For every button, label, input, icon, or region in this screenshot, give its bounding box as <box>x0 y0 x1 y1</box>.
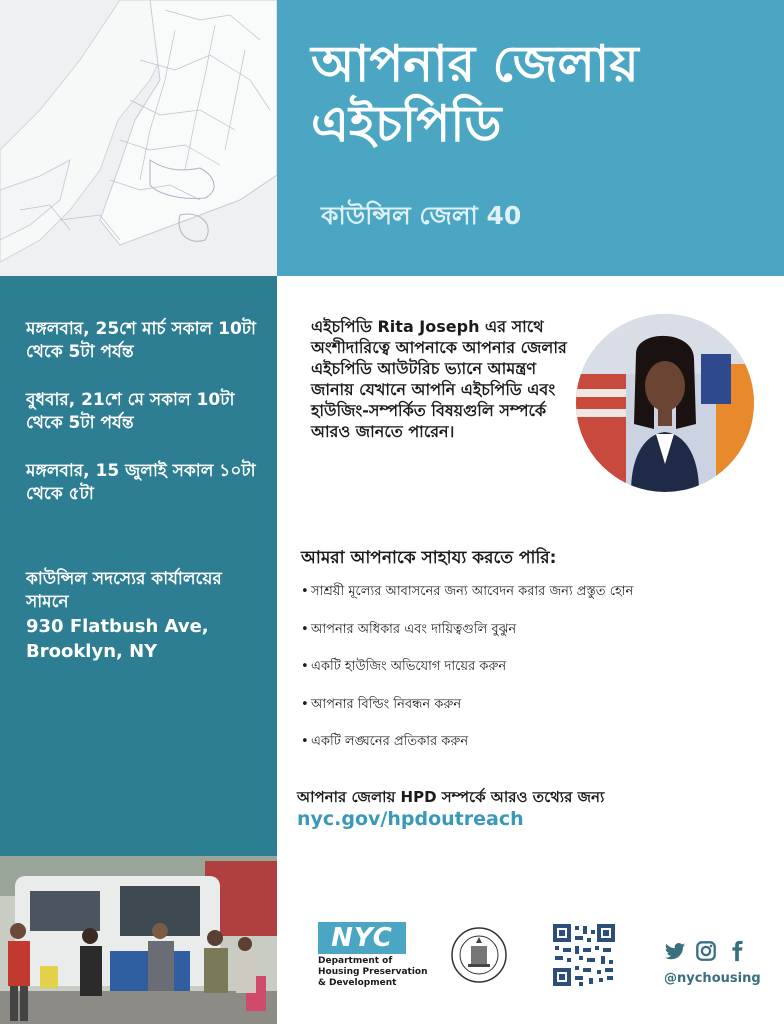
more-info-text: আপনার জেলায় HPD সম্পর্কে আরও তথ্যের জন্য <box>297 788 605 806</box>
help-item-text: সাশ্রয়ী মূল্যের আবাসনের জন্য আবেদন করার জন্য প্রস্তুত হোন <box>311 584 634 599</box>
help-heading: আমরা আপনাকে সাহায্য করতে পারি: <box>301 548 557 568</box>
intro-text: এইচপিডি Rita Joseph এর সাথে অংশীদারিত্বে আপনাকে আপনার জেলার এইচপিডি আউটরিচ ভ্যানে আমন্ত্রণ জানায় যেখানে আপনি এইচপিডি এবং হাউজিং-সম্পর্কিত বিষয়গুলি সম্পর্কে আরও জানতে পারেন। <box>311 317 567 441</box>
dept-line-2: Housing Preservation <box>318 967 428 977</box>
help-item-text: আপনার অধিকার এবং দায়িত্বগুলি বুঝুন <box>311 621 517 637</box>
dept-line-3: & Development <box>318 978 397 988</box>
district-map <box>0 0 277 276</box>
event-date-2: বুধবার, 21শে মে সকাল 10টা থেকে 5টা পর্যন্ত <box>26 390 235 433</box>
list-item: • একটি লঙ্ঘনের প্রতিকার করুন <box>301 734 469 749</box>
facebook-icon[interactable] <box>726 940 748 962</box>
instagram-icon[interactable] <box>695 940 717 962</box>
page-subtitle: কাউন্সিল জেলা 40 <box>321 201 522 230</box>
list-item: • সাশ্রয়ী মূল্যের আবাসনের জন্য আবেদন করার জন্য প্রস্তুত হোন <box>301 584 634 599</box>
outreach-van-photo <box>0 856 277 1024</box>
list-item: • একটি হাউজিং অভিযোগ দায়ের করুন <box>301 659 507 674</box>
event-dates <box>26 318 266 531</box>
help-item-text: আপনার বিল্ডিং নিবন্ধন করুন <box>311 696 462 712</box>
list-item: • আপনার বিল্ডিং নিবন্ধন করুন <box>301 696 462 712</box>
nyc-mark: NYC <box>318 922 406 954</box>
help-item-text: একটি হাউজিং অভিযোগ দায়ের করুন <box>311 659 507 674</box>
social-icons <box>664 940 764 962</box>
social-links <box>664 940 764 986</box>
event-date-1: মঙ্গলবার, 25শে মার্চ সকাল 10টা থেকে 5টা পর্যন্ত <box>26 319 256 362</box>
help-item-text: একটি লঙ্ঘনের প্রতিকার করুন <box>311 734 469 749</box>
portrait-graphic <box>576 314 754 492</box>
dept-name <box>318 956 430 989</box>
help-list <box>301 582 781 770</box>
outreach-link[interactable]: nyc.gov/hpdoutreach <box>297 808 524 830</box>
event-date-3: মঙ্গলবার, 15 জুলাই সকাল ১০টা থেকে ৫টা <box>26 461 256 504</box>
header-banner <box>277 0 784 276</box>
location-label: কাউন্সিল সদস্যের কার্যালয়ের সামনে <box>26 569 222 612</box>
sidebar <box>0 276 277 856</box>
council-member-portrait <box>576 314 754 492</box>
event-location <box>26 568 266 664</box>
city-council-seal <box>450 926 508 984</box>
photo-graphic <box>0 856 277 1024</box>
hpd-logo <box>318 922 430 989</box>
dept-line-1: Department of <box>318 956 393 966</box>
map-graphic <box>0 0 277 276</box>
address-line-2: Brooklyn, NY <box>26 641 158 662</box>
page-title: আপনার জেলায় এইচপিডি <box>311 35 639 153</box>
twitter-icon[interactable] <box>664 940 686 962</box>
qr-code[interactable] <box>551 922 617 988</box>
social-handle[interactable]: @nychousing <box>664 971 761 986</box>
list-item: • আপনার অধিকার এবং দায়িত্বগুলি বুঝুন <box>301 621 517 637</box>
address-line-1: 930 Flatbush Ave, <box>26 616 209 637</box>
